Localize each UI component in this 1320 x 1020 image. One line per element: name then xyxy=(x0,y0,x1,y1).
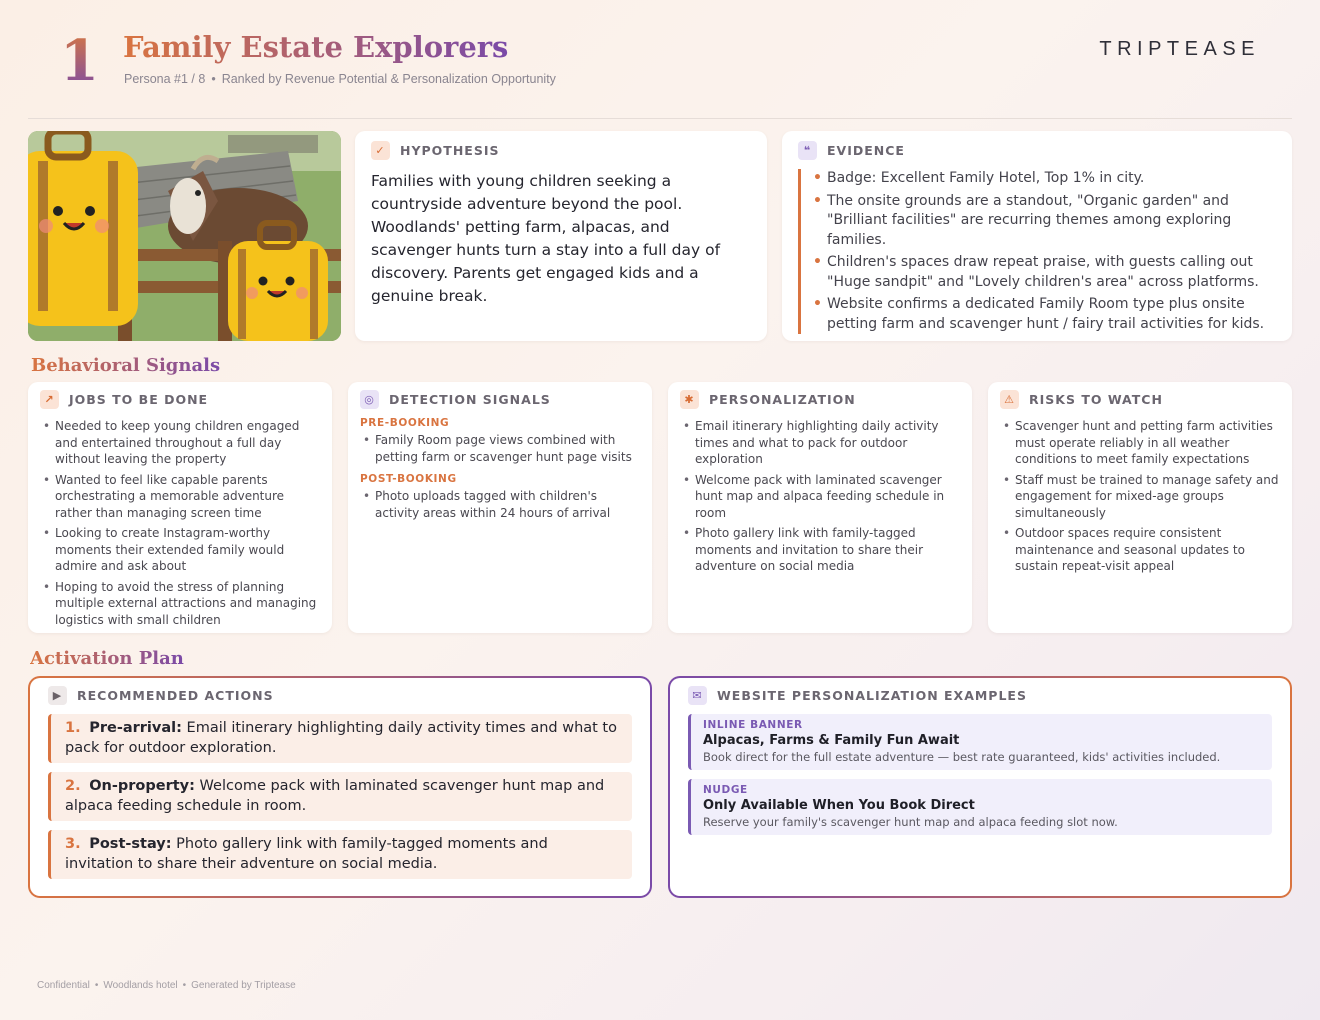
list-item: • Email itinerary highlighting daily activity times and what to pack for outdoor exploration xyxy=(680,418,960,468)
check-icon: ✓ xyxy=(371,141,390,160)
list-item: • Welcome pack with laminated scavenger hunt map and alpaca feeding schedule in room xyxy=(680,472,960,522)
website-examples-inner xyxy=(670,678,1290,896)
personalization-heading: PERSONALIZATION xyxy=(709,392,856,407)
evidence-heading: EVIDENCE xyxy=(827,143,905,158)
jobs-list xyxy=(40,418,320,628)
list-item: • Scavenger hunt and petting farm activities must operate reliably in all weather conditions to meet family expectations xyxy=(1000,418,1280,468)
hypothesis-card xyxy=(355,131,767,341)
page-title: Family Estate Explorers xyxy=(123,30,509,64)
footer xyxy=(37,980,296,991)
example-subtext: Reserve your family's scavenger hunt map and alpaca feeding slot now. xyxy=(703,815,1118,829)
hypothesis-text: Families with young children seeking a countryside adventure beyond the pool. Woodlands' petting farm, alpacas, and scavenger hunts turn a stay into a full day of discovery. Parents get engaged kids and a genuine break. xyxy=(371,172,721,305)
header-divider xyxy=(28,118,1292,119)
detection-header xyxy=(360,390,640,409)
personalization-header xyxy=(680,390,960,409)
persona-label: Persona #1 / 8 xyxy=(124,72,206,86)
list-item: • Photo uploads tagged with children's activity areas within 24 hours of arrival xyxy=(360,488,640,521)
list-item: • Family Room page views combined with petting farm or scavenger hunt page visits xyxy=(360,432,640,465)
list-item: • Wanted to feel like capable parents orchestrating a memorable adventure rather than managing screen time xyxy=(40,472,320,522)
action-text: Welcome pack with laminated scavenger hunt map and alpaca feeding schedule in room. xyxy=(65,778,605,814)
separator-dot: • xyxy=(182,980,187,991)
list-item: • Needed to keep young children engaged and entertained throughout a full day without leaving the property xyxy=(40,418,320,468)
example-headline: Alpacas, Farms & Family Fun Await xyxy=(703,733,960,748)
jobs-card xyxy=(28,382,332,633)
action-text: Email itinerary highlighting daily activity times and what to pack for outdoor exploration. xyxy=(65,720,617,756)
action-item xyxy=(48,714,632,763)
brand-logo: TRIPTEASE xyxy=(1099,38,1260,60)
hypothesis-heading: HYPOTHESIS xyxy=(400,143,500,158)
jobs-heading: JOBS TO BE DONE xyxy=(69,392,209,407)
recommended-actions-inner xyxy=(30,678,650,896)
list-item: • Looking to create Instagram-worthy moments their extended family would admire and ask about xyxy=(40,525,320,575)
list-item: • Staff must be trained to manage safety and engagement for mixed-age groups simultaneously xyxy=(1000,472,1280,522)
action-label: Pre-arrival: xyxy=(89,720,182,736)
post-booking-list xyxy=(360,488,640,521)
hero-illustration xyxy=(28,131,341,341)
ranking-note: Ranked by Revenue Potential & Personalization Opportunity xyxy=(221,72,556,86)
actions-heading: RECOMMENDED ACTIONS xyxy=(77,688,274,703)
website-header xyxy=(688,686,1272,705)
post-booking-label: POST-BOOKING xyxy=(360,473,457,485)
separator-dot: • xyxy=(94,980,99,991)
persona-rank: 1 xyxy=(60,28,99,94)
jobs-header xyxy=(40,390,320,409)
arrow-up-right-icon: ↗ xyxy=(40,390,59,409)
envelope-icon: ✉ xyxy=(688,686,707,705)
list-item: • Outdoor spaces require consistent maintenance and seasonal updates to sustain repeat-visit appeal xyxy=(1000,525,1280,575)
risks-header xyxy=(1000,390,1280,409)
action-item xyxy=(48,772,632,821)
quote-icon: ❝ xyxy=(798,141,817,160)
evidence-item: • Website confirms a dedicated Family Room type plus onsite petting farm and scavenger hunt / fairy trail activities for kids. xyxy=(813,295,1276,334)
action-label: Post-stay: xyxy=(89,836,172,852)
behavioral-section-title: Behavioral Signals xyxy=(31,355,221,376)
example-nudge xyxy=(688,779,1272,835)
evidence-item: • Children's spaces draw repeat praise, with guests calling out "Huge sandpit" and "Lovely children's area" across platforms. xyxy=(813,253,1276,292)
personalization-card xyxy=(668,382,972,633)
actions-header xyxy=(48,686,632,705)
example-subtext: Book direct for the full estate adventure — best rate guaranteed, kids' activities included. xyxy=(703,750,1221,764)
footer-confidential: Confidential xyxy=(37,980,90,991)
evidence-header xyxy=(798,141,1276,160)
evidence-item: • The onsite grounds are a standout, "Organic garden" and "Brilliant facilities" are recurring themes among exploring families. xyxy=(813,192,1276,251)
warning-icon: ⚠ xyxy=(1000,390,1019,409)
detection-heading: DETECTION SIGNALS xyxy=(389,392,551,407)
footer-hotel: Woodlands hotel xyxy=(103,980,178,991)
page-subtitle xyxy=(124,72,556,86)
list-item: • Hoping to avoid the stress of planning multiple external attractions and managing logistics with small children xyxy=(40,579,320,629)
website-heading: WEBSITE PERSONALIZATION EXAMPLES xyxy=(717,688,1027,703)
footer-generated: Generated by Triptease xyxy=(191,980,296,991)
example-inline-banner xyxy=(688,714,1272,770)
action-item xyxy=(48,830,632,879)
sparkle-icon: ✱ xyxy=(680,390,699,409)
action-number: 1. xyxy=(65,720,81,736)
website-examples-card xyxy=(668,676,1292,898)
evidence-list xyxy=(798,169,1276,334)
risks-list xyxy=(1000,418,1280,575)
detection-card xyxy=(348,382,652,633)
play-icon: ▶ xyxy=(48,686,67,705)
separator-dot: • xyxy=(211,72,216,86)
list-item: • Photo gallery link with family-tagged moments and invitation to share their adventure on social media xyxy=(680,525,960,575)
illustration-suitcases-goat xyxy=(28,131,341,341)
evidence-item: • Badge: Excellent Family Hotel, Top 1% in city. xyxy=(813,169,1276,189)
activation-section-title: Activation Plan xyxy=(30,648,184,669)
example-tag: INLINE BANNER xyxy=(703,719,803,731)
risks-heading: RISKS TO WATCH xyxy=(1029,392,1163,407)
recommended-actions-card xyxy=(28,676,652,898)
pre-booking-list xyxy=(360,432,640,465)
example-headline: Only Available When You Book Direct xyxy=(703,798,975,813)
action-number: 3. xyxy=(65,836,81,852)
example-tag: NUDGE xyxy=(703,784,748,796)
action-number: 2. xyxy=(65,778,81,794)
evidence-card xyxy=(782,131,1292,341)
risks-card xyxy=(988,382,1292,633)
action-label: On-property: xyxy=(89,778,195,794)
hypothesis-header xyxy=(371,141,751,160)
action-text: Photo gallery link with family-tagged moments and invitation to share their adventure on social media. xyxy=(65,836,548,872)
pre-booking-label: PRE-BOOKING xyxy=(360,417,450,429)
personalization-list xyxy=(680,418,960,575)
target-icon: ◎ xyxy=(360,390,379,409)
